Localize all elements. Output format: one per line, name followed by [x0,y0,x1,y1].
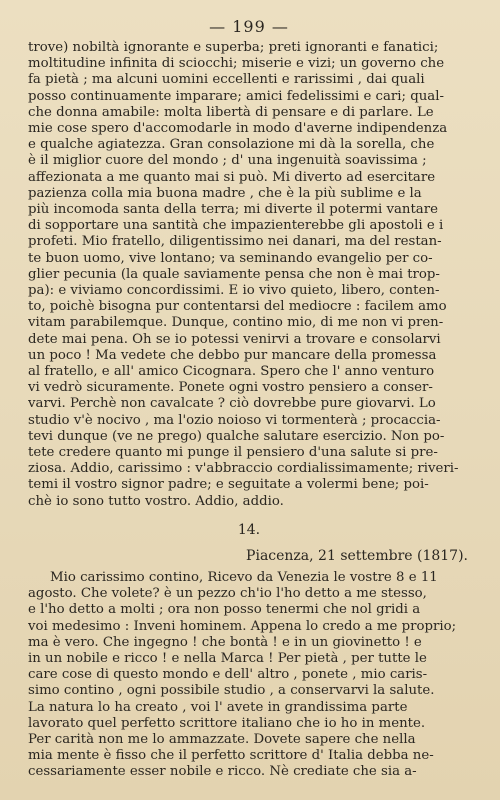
text-line: posso continuamente imparare; amici fedelissimi e cari; qual- [28,88,444,104]
text-line: care cose di questo mondo e dell' altro , ponete , mio caris- [28,667,428,683]
text-line: moltitudine infinita di sciocchi; miserie e vizi; un governo che [28,56,445,72]
text-line: mie cose spero d'accomodarle in modo d'averne indipendenza [28,121,448,137]
text-line: e qualche agiatezza. Gran consolazione mi dà la sorella, che [28,137,435,153]
text-line: lavorato quel perfetto scrittore italiano che io ho in mente. [28,715,426,731]
letter-date: Piacenza, 21 settembre (1817). [246,547,468,564]
text-line: agosto. Che volete? è un pezzo ch'io l'ho detto a me stesso, [28,586,427,602]
text-line: voi medesimo : Inveni hominem. Appena lo credo a me proprio; [28,618,457,634]
letter-number: 14. [237,521,261,538]
text-line: to, poichè bisogna pur contentarsi del mediocre : facilem amo [28,299,447,315]
text-line: fa pietà ; ma alcuni uomini eccellenti e rarissimi , dai quali [28,72,425,88]
text-line: pa): e viviamo concordissimi. E io vivo quieto, libero, conten- [28,283,440,299]
text-line: La natura lo ha creato , voi l' avete in grandissima parte [28,699,408,715]
letter-14-body-paragraph [28,570,470,781]
text-line: ma è vero. Che ingegno ! che bontà ! e in un giovinetto ! e [28,634,422,650]
text-line: temi il vostro signor padre; e seguitate a volermi bene; poi- [28,477,429,493]
text-line: chè io sono tutto vostro. Addio, addio. [28,493,284,509]
text-line: dete mai pena. Oh se io potessi venirvi a trovare e consolarvi [28,331,441,347]
text-line: ziosa. Addio, carissimo : v'abbraccio cordialissimamente; riveri- [28,461,459,477]
text-line: trove) nobiltà ignorante e superba; preti ignoranti e fanatici; [28,40,439,55]
text-line: tete credere quanto mi punge il pensiero d'una salute si pre- [28,445,438,461]
text-line: che donna amabile: molta libertà di pensare e di parlare. Le [28,104,434,120]
text-line: al fratello, e all' amico Cicognara. Spero che l' anno venturo [28,364,435,380]
text-line: mia mente è fisso che il perfetto scrittore d' Italia debba ne- [28,748,434,764]
text-line: vi vedrò sicuramente. Ponete ogni vostro pensiero a conser- [28,380,433,396]
text-line: pazienza colla mia buona madre , che è la più sublime e la [28,185,422,201]
text-line: Mio carissimo contino, Ricevo da Venezia le vostre 8 e 11 [50,569,438,585]
letter-13-closing-paragraph [28,40,470,510]
text-line: tevi dunque (ve ne prego) qualche salutare esercizio. Non po- [28,428,445,444]
text-line: glier pecunia (la quale saviamente pensa che non è mai trop- [28,266,440,282]
text-line: in un nobile e ricco ! e nella Marca ! Per pietà , per tutte le [28,650,427,666]
text-line: te buon uomo, vive lontano; va seminando evangelio per co- [28,250,433,266]
text-line: più incomoda santa della terra; mi diverte il potermi vantare [28,202,438,218]
text-line: studio v'è nocivo , ma l'ozio noioso vi tormenterà ; procaccia- [28,412,441,428]
text-line: e l'ho detto a molti ; ora non posso tenermi che nol gridi a [28,602,421,618]
page-number: — 199 — [209,17,289,36]
text-line: affezionata a me quanto mai si può. Mi diverto ad esercitare [28,169,436,185]
text-line: di sopportare una santità che impazienterebbe gli apostoli e i [28,218,444,234]
text-line: Per carità non me lo ammazzate. Dovete sapere che nella [28,731,416,747]
text-line: simo contino , ogni possibile studio , a conservarvi la salute. [28,683,435,699]
text-line: cessariamente esser nobile e ricco. Nè crediate che sia a- [28,764,417,780]
text-line: vitam parabilemque. Dunque, contino mio, di me non vi pren- [28,315,444,331]
text-line: è il miglior cuore del mondo ; d' una ingenuità soavissima ; [28,153,427,169]
text-line: un poco ! Ma vedete che debbo pur mancare della promessa [28,347,437,363]
text-line: varvi. Perchè non cavalcate ? ciò dovrebbe pure giovarvi. Lo [28,396,436,412]
text-line: profeti. Mio fratello, diligentissimo nei danari, ma del restan- [28,234,442,250]
